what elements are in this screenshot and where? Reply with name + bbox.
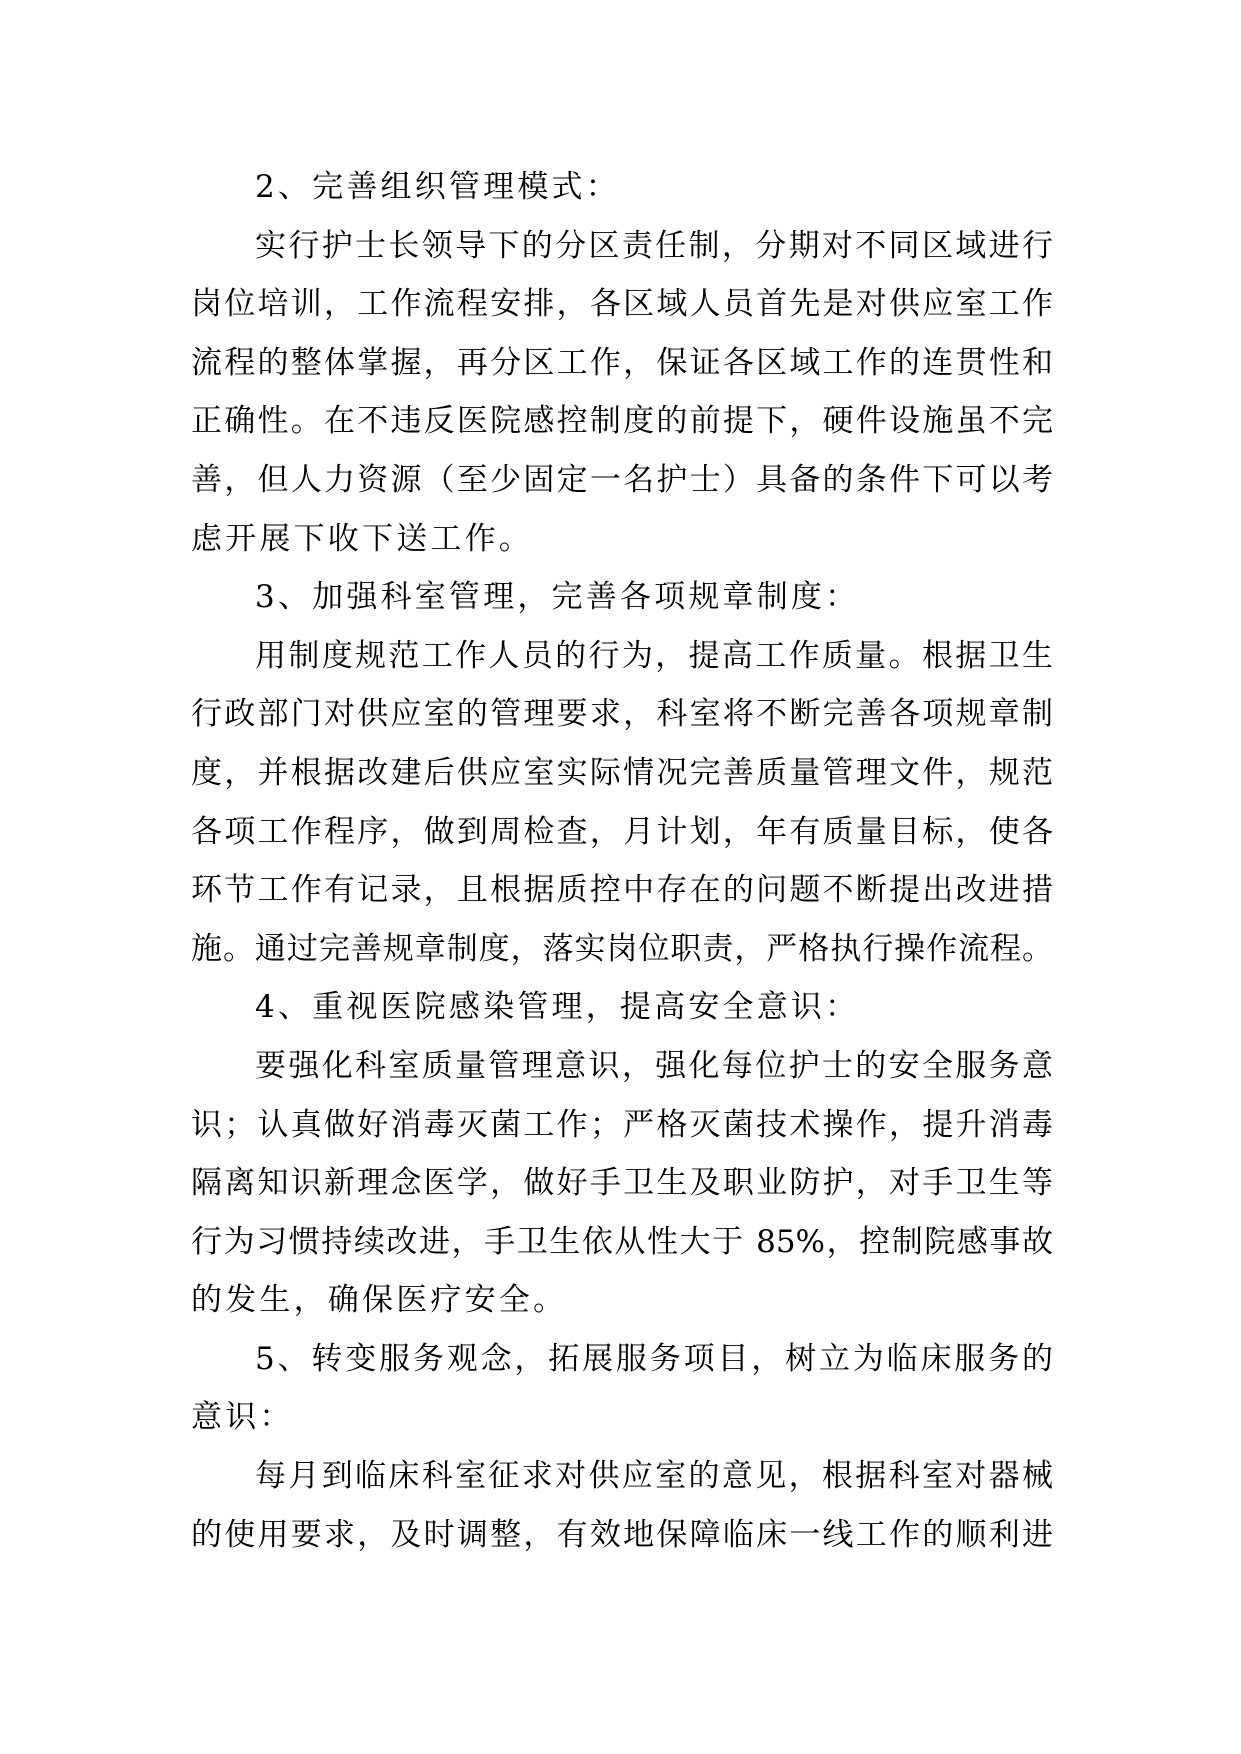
text-line: 3、加强科室管理，完善各项规章制度：: [255, 579, 860, 616]
text-line: 的发生，确保医疗安全。: [191, 1282, 568, 1319]
text-line: 环节工作有记录，且根据质控中存在的问题不断提出改进措: [191, 872, 1053, 909]
text-line: 5、转变服务观念，拓展服务项目，树立为临床服务的: [255, 1340, 1053, 1377]
document-body: [191, 158, 1053, 1564]
text-line: 实行护士长领导下的分区责任制，分期对不同区域进行: [255, 227, 1053, 264]
text-line: 的使用要求，及时调整，有效地保障临床一线工作的顺利进: [191, 1516, 1053, 1553]
text-line: 用制度规范工作人员的行为，提高工作质量。根据卫生: [255, 637, 1053, 674]
text-line: 隔离知识新理念医学，做好手卫生及职业防护，对手卫生等: [191, 1165, 1053, 1202]
text-line: 善，但人力资源（至少固定一名护士）具备的条件下可以考: [191, 461, 1053, 498]
text-line: 意识：: [191, 1399, 294, 1436]
text-line: 岗位培训，工作流程安排，各区域人员首先是对供应室工作: [191, 286, 1053, 323]
text-line: 2、完善组织管理模式：: [255, 169, 620, 205]
text-line: 要强化科室质量管理意识，强化每位护士的安全服务意: [255, 1047, 1053, 1084]
text-line: 每月到临床科室征求对供应室的意见，根据科室对器械: [255, 1458, 1053, 1495]
text-line: 正确性。在不违反医院感控制度的前提下，硬件设施虽不完: [191, 403, 1053, 440]
text-line: 识；认真做好消毒灭菌工作；严格灭菌技术操作，提升消毒: [191, 1106, 1053, 1143]
text-line: 各项工作程序，做到周检查，月计划，年有质量目标，使各: [191, 813, 1053, 850]
text-line: 流程的整体掌握，再分区工作，保证各区域工作的连贯性和: [191, 344, 1053, 381]
text-line: 施。通过完善规章制度，落实岗位职责，严格执行操作流程。: [191, 930, 1053, 967]
text-line: 行为习惯持续改进，手卫生依从性大于 85%，控制院感事故: [191, 1223, 1053, 1260]
text-line: 4、重视医院感染管理，提高安全意识：: [255, 989, 860, 1026]
text-line: 度，并根据改建后供应室实际情况完善质量管理文件，规范: [191, 754, 1053, 791]
text-line: 虑开展下收下送工作。: [191, 520, 533, 557]
text-line: 行政部门对供应室的管理要求，科室将不断完善各项规章制: [191, 696, 1053, 733]
